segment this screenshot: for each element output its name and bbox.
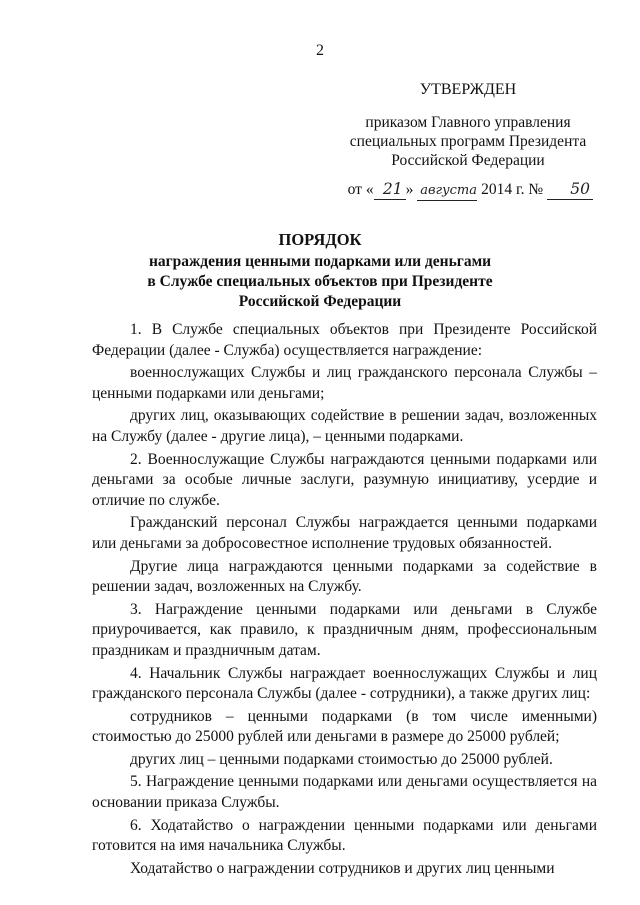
document-heading [95, 230, 545, 312]
paragraph: Ходатайство о награждении сотрудников и других лиц ценными [130, 859, 555, 877]
handwritten-day: 21 [374, 180, 406, 200]
paragraph: 1. В Службе специальных объектов при Президенте Российской Федерации (далее - Служба) осуществляется награждение: [92, 321, 597, 359]
paragraph: 6. Ходатайство о награждении ценными подарками или деньгами готовится на имя начальника Службы. [92, 816, 597, 855]
paragraph: Другие лица награждаются ценными подарками за содействие в решении задач, возложенных на Службу. [92, 557, 597, 596]
approval-stamp-word: УТВЕРЖДЕН [419, 81, 517, 98]
approval-line: специальных программ Президента [349, 133, 587, 150]
approval-line: приказом Главного управления [365, 114, 571, 131]
order-year: 2014 г. № [481, 181, 544, 198]
handwritten-order-number: 50 [547, 180, 593, 200]
heading-line: Российской Федерации [238, 293, 402, 310]
paragraph: других лиц, оказывающих содействие в решении задач, возложенных на Службу (далее - другие лица), – ценными подарками. [92, 407, 597, 445]
approval-line: Российской Федерации [391, 152, 545, 169]
paragraph: военнослужащих Службы и лиц гражданского персонала Службы – ценными подарками или деньгами; [92, 364, 597, 402]
paragraph: других лиц – ценными подарками стоимостью до 25000 рублей. [130, 750, 553, 768]
approval-block [343, 80, 593, 201]
heading-line: награждения ценными подарками или деньгами [148, 253, 492, 270]
order-prefix: от « [347, 181, 374, 198]
paragraph: 2. Военнослужащие Службы награждаются ценными подарками или деньгами за особые личные заслуги, разумную инициативу, усердие и отличие по службе. [92, 450, 597, 509]
paragraph: 4. Начальник Службы награждает военнослужащих Службы и лиц гражданского персонала Службы (далее - сотрудники), а также других лиц: [92, 664, 597, 703]
order-mid: » [405, 181, 414, 198]
paragraph: сотрудников – ценными подарками (в том числе именными) стоимостью до 25000 рублей или деньгами в размере до 25000 рублей; [92, 707, 597, 746]
paragraph: 5. Награждение ценными подарками или деньгами осуществляется на основании приказа Службы. [92, 773, 597, 812]
document-body [92, 320, 597, 881]
paragraph: 3. Награждение ценными подарками или деньгами в Службе приурочивается, как правило, к праздничным дням, профессиональным праздникам и праздничным датам. [92, 600, 597, 659]
page-number: 2 [316, 42, 324, 59]
paragraph: Гражданский персонал Службы награждается ценными подарками или деньгами за добросовестное исполнение трудовых обязанностей. [92, 514, 597, 552]
document-title: ПОРЯДОК [278, 230, 362, 249]
handwritten-month: августа [417, 181, 477, 201]
order-date-line [343, 180, 593, 201]
heading-line: в Службе специальных объектов при Президенте [147, 273, 493, 290]
